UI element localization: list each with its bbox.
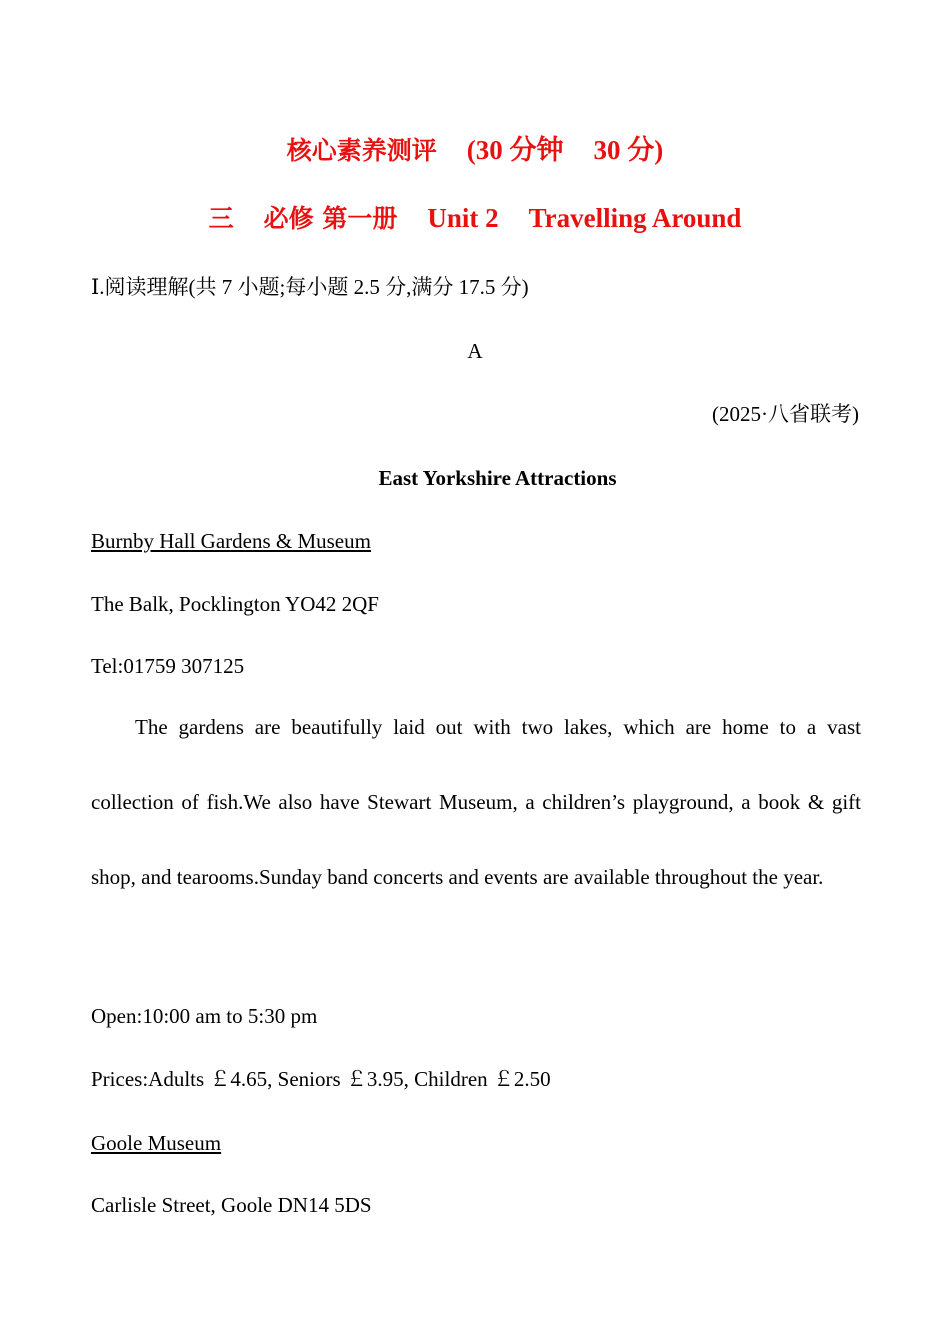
attraction-1-tel: Tel:01759 307125 — [91, 654, 245, 678]
attraction-1-address: The Balk, Pocklington YO42 2QF — [91, 592, 379, 616]
passage-letter — [0, 339, 950, 363]
attraction-prices — [91, 1067, 859, 1091]
passage-title — [45, 466, 950, 490]
page-subtitle — [0, 202, 950, 235]
passage-source-text: (2025·八省联考) — [712, 402, 859, 426]
section-heading-text: Ⅰ.阅读理解(共 7 小题;每小题 2.5 分,满分 17.5 分) — [91, 275, 529, 299]
attraction-2-address: Carlisle Street, Goole DN14 5DS — [91, 1193, 372, 1217]
attraction-1-prices: Prices:Adults ￡4.65, Seniors ￡3.95, Children ￡2.50 — [91, 1067, 551, 1091]
subtitle-book: 必修 第一册 — [263, 204, 398, 233]
title-cn: 核心素养测评 — [286, 136, 437, 165]
attraction-1-name: Burnby Hall Gardens & Museum — [91, 529, 371, 553]
attraction-1-open: Open:10:00 am to 5:30 pm — [91, 1004, 318, 1028]
passage-title-text: East Yorkshire Attractions — [378, 466, 617, 490]
subtitle-unit: Unit 2 — [427, 203, 499, 233]
attraction-open-hours — [91, 1004, 859, 1028]
attraction-address — [91, 592, 859, 616]
title-time: (30 分钟 — [466, 135, 564, 165]
attraction-1-description: The gardens are beautifully laid out with two lakes, which are home to a vast collection of fish.We also have Stewart Museum, a children’s playground, a book & gift shop, and tearooms.Sunday band concerts and events are available throughout the year. — [91, 715, 861, 889]
attraction-name — [91, 1131, 859, 1155]
passage-source — [91, 402, 859, 426]
title-score: 30 分) — [593, 135, 664, 165]
attraction-address — [91, 1193, 859, 1217]
attraction-2-name: Goole Museum — [91, 1131, 222, 1155]
subtitle-topic: Travelling Around — [528, 203, 742, 233]
passage-letter-text: A — [467, 339, 483, 363]
attraction-name — [91, 529, 859, 553]
subtitle-number: 三 — [208, 204, 234, 233]
section-heading — [91, 275, 859, 299]
page-title — [0, 134, 950, 167]
attraction-tel — [91, 654, 859, 678]
attraction-description — [91, 690, 861, 915]
